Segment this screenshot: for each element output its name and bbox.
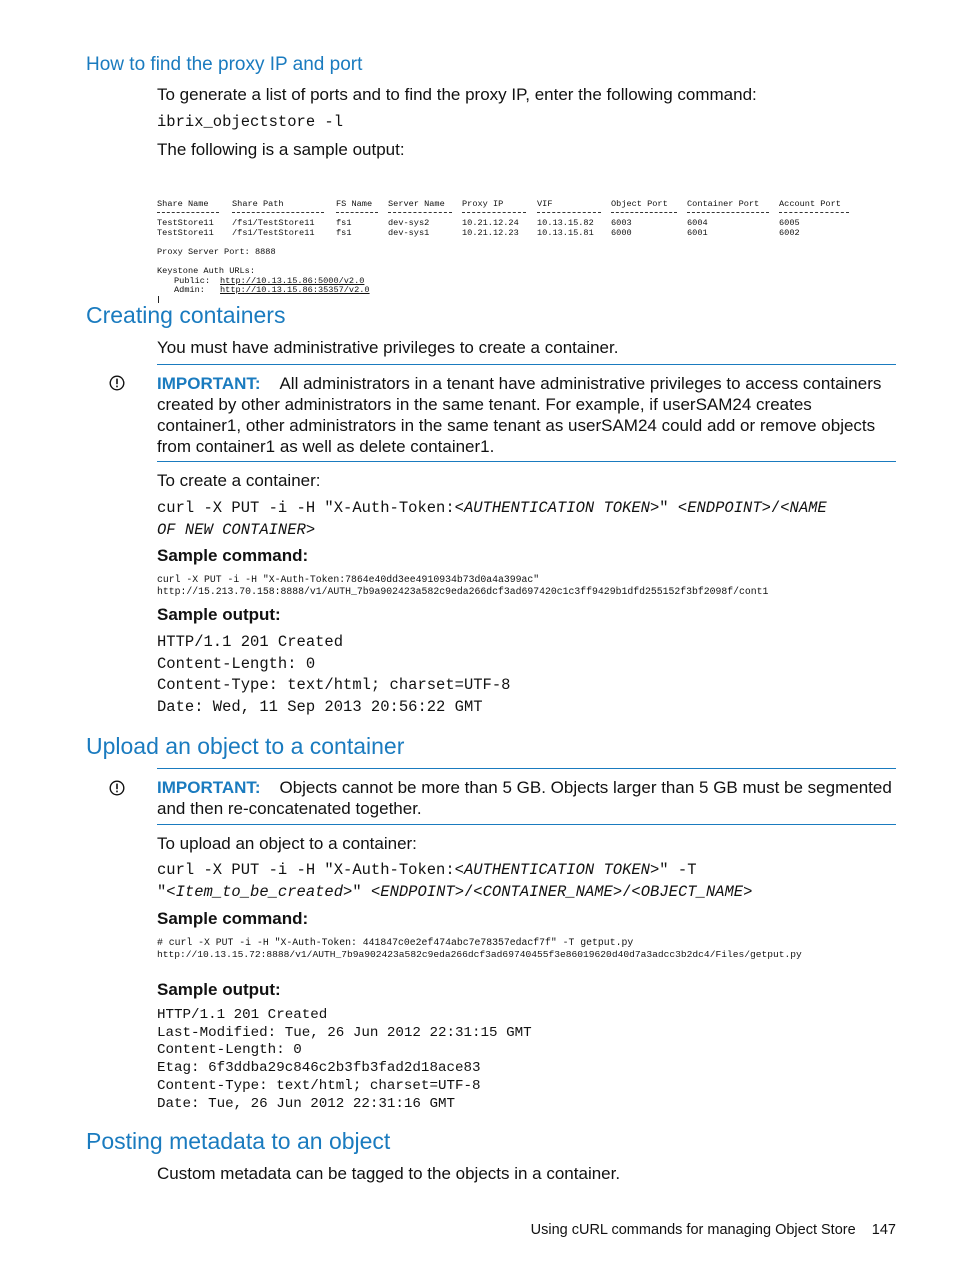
page-number: 147	[871, 1222, 896, 1238]
col-header: Server Name	[388, 199, 445, 210]
cmd-text: >" <	[343, 882, 381, 901]
cmd-placeholder: AUTHENTICATION TOKEN	[463, 499, 650, 517]
cmd-placeholder: CONTAINER_NAME	[482, 882, 613, 901]
header-separator	[336, 212, 378, 213]
sample-command-line-2: http://10.13.15.72:8888/v1/AUTH_7b9a902423a582c9eda266dcf3ad69740455f3e86019620d40d7a3adcc3b2dc4/Files/getput.py	[157, 949, 802, 960]
important-rule-bottom	[157, 461, 896, 462]
admin-label: Admin:	[174, 285, 205, 296]
public-label: Public:	[174, 276, 211, 287]
cmd-placeholder: ENDPOINT	[380, 882, 455, 901]
important-icon	[109, 780, 125, 796]
important-text: All administrators in a tenant have administrative privileges to access containers created by other administrators in the same tenant. For example, if userSAM24 creates container1, other administrators in the same tenant as userSAM24 could add or remove objects from container1 as well as delete container1.	[157, 374, 882, 456]
table-cell: TestStore11	[157, 228, 214, 239]
footer-title: Using cURL commands for managing Object Store	[530, 1222, 856, 1238]
table-cell: 6000	[611, 228, 632, 239]
important-rule-top	[157, 768, 896, 769]
table-cell: 6004	[687, 218, 708, 229]
sample-output-label: Sample output:	[157, 980, 281, 999]
col-header: Share Path	[232, 199, 284, 210]
cmd-text: >/<	[454, 882, 483, 901]
col-header: Account Port	[779, 199, 841, 210]
sample-output-intro: The following is a sample output:	[157, 140, 405, 159]
col-header: VIF	[537, 199, 553, 210]
cmd-text: curl -X PUT -i -H "X-Auth-Token:<	[157, 861, 464, 879]
proxy-command: ibrix_objectstore -l	[157, 113, 344, 131]
important-icon	[109, 375, 125, 391]
cmd-placeholder: OF NEW CONTAINER	[157, 520, 306, 539]
sample-command-label: Sample command:	[157, 909, 309, 928]
sample-command-line-1: curl -X PUT -i -H "X-Auth-Token:7864e40dd3ee4910934b73d0a4a399ac"	[157, 574, 540, 585]
section-heading-creating-containers: Creating containers	[86, 302, 286, 328]
table-cell: fs1	[336, 228, 352, 239]
create-container-command	[157, 498, 827, 541]
public-url: http://10.13.15.86:5000/v2.0	[220, 276, 365, 287]
cmd-text: curl -X PUT -i -H "X-Auth-Token:<	[157, 499, 464, 517]
cmd-text: >/<	[612, 882, 641, 901]
sample-command-label: Sample command:	[157, 546, 309, 565]
upload-intro: To upload an object to a container:	[157, 834, 417, 853]
col-header: Container Port	[687, 199, 760, 210]
page-footer	[531, 1222, 896, 1238]
table-cell: 6002	[779, 228, 800, 239]
header-separator	[157, 212, 219, 213]
header-separator	[779, 212, 849, 213]
header-separator	[462, 212, 526, 213]
important-note	[157, 777, 897, 819]
cmd-placeholder: ENDPOINT	[687, 499, 762, 517]
creating-intro-text: You must have administrative privileges to create a container.	[157, 338, 619, 357]
admin-url: http://10.13.15.86:35357/v2.0	[220, 285, 370, 296]
proxy-intro-text: To generate a list of ports and to find the proxy IP, enter the following command:	[157, 85, 757, 104]
table-cell: dev-sys1	[388, 228, 430, 239]
table-cell: 6003	[611, 218, 632, 229]
table-cell: 6005	[779, 218, 800, 229]
cmd-text: >	[743, 882, 753, 901]
cmd-text: "<	[157, 882, 176, 901]
metadata-intro-text: Custom metadata can be tagged to the objects in a container.	[157, 1164, 621, 1183]
create-sample-output: HTTP/1.1 201 Created Content-Length: 0 Content-Type: text/html; charset=UTF-8 Date: Wed, 11 Sep 2013 20:56:22 GMT	[157, 633, 511, 716]
table-cell: /fs1/TestStore11	[232, 228, 315, 239]
cmd-text: >" <	[649, 499, 688, 517]
cmd-text: >/<	[761, 499, 790, 517]
important-note	[157, 373, 897, 457]
section-heading-upload-object: Upload an object to a container	[86, 733, 405, 759]
cmd-placeholder: NAME	[789, 499, 827, 517]
create-container-intro: To create a container:	[157, 471, 321, 490]
header-separator	[388, 212, 452, 213]
table-cell: dev-sys2	[388, 218, 430, 229]
cmd-text: >	[305, 520, 316, 539]
table-cell: 10.21.12.23	[462, 228, 519, 239]
sample-command-line-2: http://15.213.70.158:8888/v1/AUTH_7b9a902423a582c9eda266dcf3ad697420c1c3ff9429b1dfd255152f3bf2098f/cont1	[157, 586, 769, 597]
important-rule-top	[157, 364, 896, 365]
header-separator	[232, 212, 324, 213]
col-header: FS Name	[336, 199, 373, 210]
keystone-label: Keystone Auth URLs:	[157, 266, 255, 277]
important-rule-bottom	[157, 824, 896, 825]
cmd-placeholder: OBJECT_NAME	[640, 882, 744, 901]
table-cell: 10.13.15.82	[537, 218, 594, 229]
col-header: Proxy IP	[462, 199, 504, 210]
section-heading-proxy: How to find the proxy IP and port	[86, 54, 363, 75]
cmd-placeholder: AUTHENTICATION TOKEN	[463, 861, 650, 879]
important-text: Objects cannot be more than 5 GB. Objects larger than 5 GB must be segmented and then re-concatenated together.	[157, 778, 892, 818]
important-label: IMPORTANT:	[157, 778, 261, 797]
table-cell: /fs1/TestStore11	[232, 218, 315, 229]
table-cell: 10.21.12.24	[462, 218, 519, 229]
table-cell: 6001	[687, 228, 708, 239]
upload-command	[157, 860, 752, 903]
col-header: Object Port	[611, 199, 668, 210]
col-header: Share Name	[157, 199, 209, 210]
header-separator	[687, 212, 769, 213]
cmd-text: >" -T	[649, 861, 697, 879]
upload-sample-output: HTTP/1.1 201 Created Last-Modified: Tue, 26 Jun 2012 22:31:15 GMT Content-Length: 0 Etag: 6f3ddba29c846c2b3fb3fad2d18ace83 Content-Type: text/html; charset=UTF-8 Date: Tue, 26 Jun 2012 22:31:16 GMT	[157, 1007, 532, 1112]
sample-command-line-1: # curl -X PUT -i -H "X-Auth-Token: 441847c0e2ef474abc7e78357edacf7f" -T getput.py	[157, 937, 634, 948]
table-cell: TestStore11	[157, 218, 214, 229]
proxy-sample-output	[157, 181, 857, 296]
table-cell: 10.13.15.81	[537, 228, 594, 239]
table-cell: fs1	[336, 218, 352, 229]
sample-output-label: Sample output:	[157, 605, 281, 624]
header-separator	[611, 212, 677, 213]
section-heading-posting-metadata: Posting metadata to an object	[86, 1128, 391, 1154]
cmd-placeholder: Item_to_be_created	[175, 882, 344, 901]
important-label: IMPORTANT:	[157, 374, 261, 393]
header-separator	[537, 212, 601, 213]
proxy-server-port: Proxy Server Port: 8888	[157, 247, 276, 258]
